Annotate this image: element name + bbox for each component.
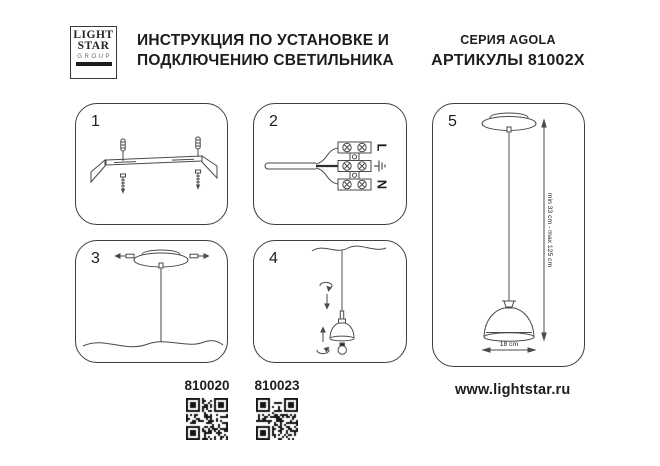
title-line-2: ПОДКЛЮЧЕНИЮ СВЕТИЛЬНИКА	[137, 52, 394, 69]
terminal-wiring-drawing	[254, 104, 408, 226]
logo-text	[73, 30, 113, 52]
rotate-arrow-icon	[320, 282, 332, 290]
arrow-down-icon	[325, 294, 329, 309]
page-title	[137, 31, 457, 71]
title-line-1: ИНСТРУКЦИЯ ПО УСТАНОВКЕ И	[137, 32, 390, 49]
panel-step-3	[75, 240, 228, 363]
shade-assembly-drawing	[254, 241, 408, 364]
terminal-label-live: L	[374, 143, 390, 152]
terminal-label-neutral: N	[374, 179, 390, 190]
diameter-dimension-line	[483, 348, 535, 352]
panel-step-5	[432, 103, 585, 367]
canopy-fixing-drawing	[76, 241, 229, 364]
logo-line-light: LIGHT	[73, 29, 114, 41]
product-code-810023: 810023	[254, 378, 300, 393]
panel-step-1	[75, 103, 228, 225]
step-number: 1	[91, 113, 100, 130]
arrow-left-icon	[116, 254, 135, 258]
series-name: СЕРИЯ AGOLA	[460, 33, 556, 47]
step-number: 5	[448, 113, 457, 130]
earth-ground-icon	[374, 161, 385, 172]
mounting-bracket-drawing	[76, 104, 229, 226]
panel-step-2	[253, 103, 407, 225]
series-info	[428, 33, 588, 70]
height-range-label: min 33 cm - max 125 cm	[546, 192, 554, 268]
screw-icon	[196, 137, 200, 157]
arrow-right-icon	[190, 254, 209, 258]
articles-label: АРТИКУЛЫ 81002X	[431, 52, 585, 69]
step-number: 2	[269, 113, 278, 130]
qr-code	[186, 398, 228, 440]
step-number: 4	[269, 250, 278, 267]
lightstar-logo	[70, 26, 117, 79]
product-code-810020: 810020	[184, 378, 230, 393]
diameter-label: 18 cm	[499, 341, 519, 348]
logo-line-star: STAR	[77, 40, 110, 52]
screw-icon	[121, 139, 125, 161]
height-dimension-line	[542, 120, 546, 340]
qr-code	[256, 398, 298, 440]
arrow-up-icon	[321, 328, 325, 343]
screw-icon	[121, 174, 126, 193]
screw-icon	[196, 170, 201, 189]
bulb-icon	[338, 343, 346, 354]
rotate-arrow-icon	[317, 348, 329, 354]
step-number: 3	[91, 250, 100, 267]
panel-step-4	[253, 240, 407, 363]
logo-line-group: GROUP	[77, 54, 113, 60]
website-link[interactable]: www.lightstar.ru	[455, 382, 571, 398]
logo-black-bar	[76, 62, 112, 66]
pendant-lamp-drawing	[433, 104, 586, 368]
